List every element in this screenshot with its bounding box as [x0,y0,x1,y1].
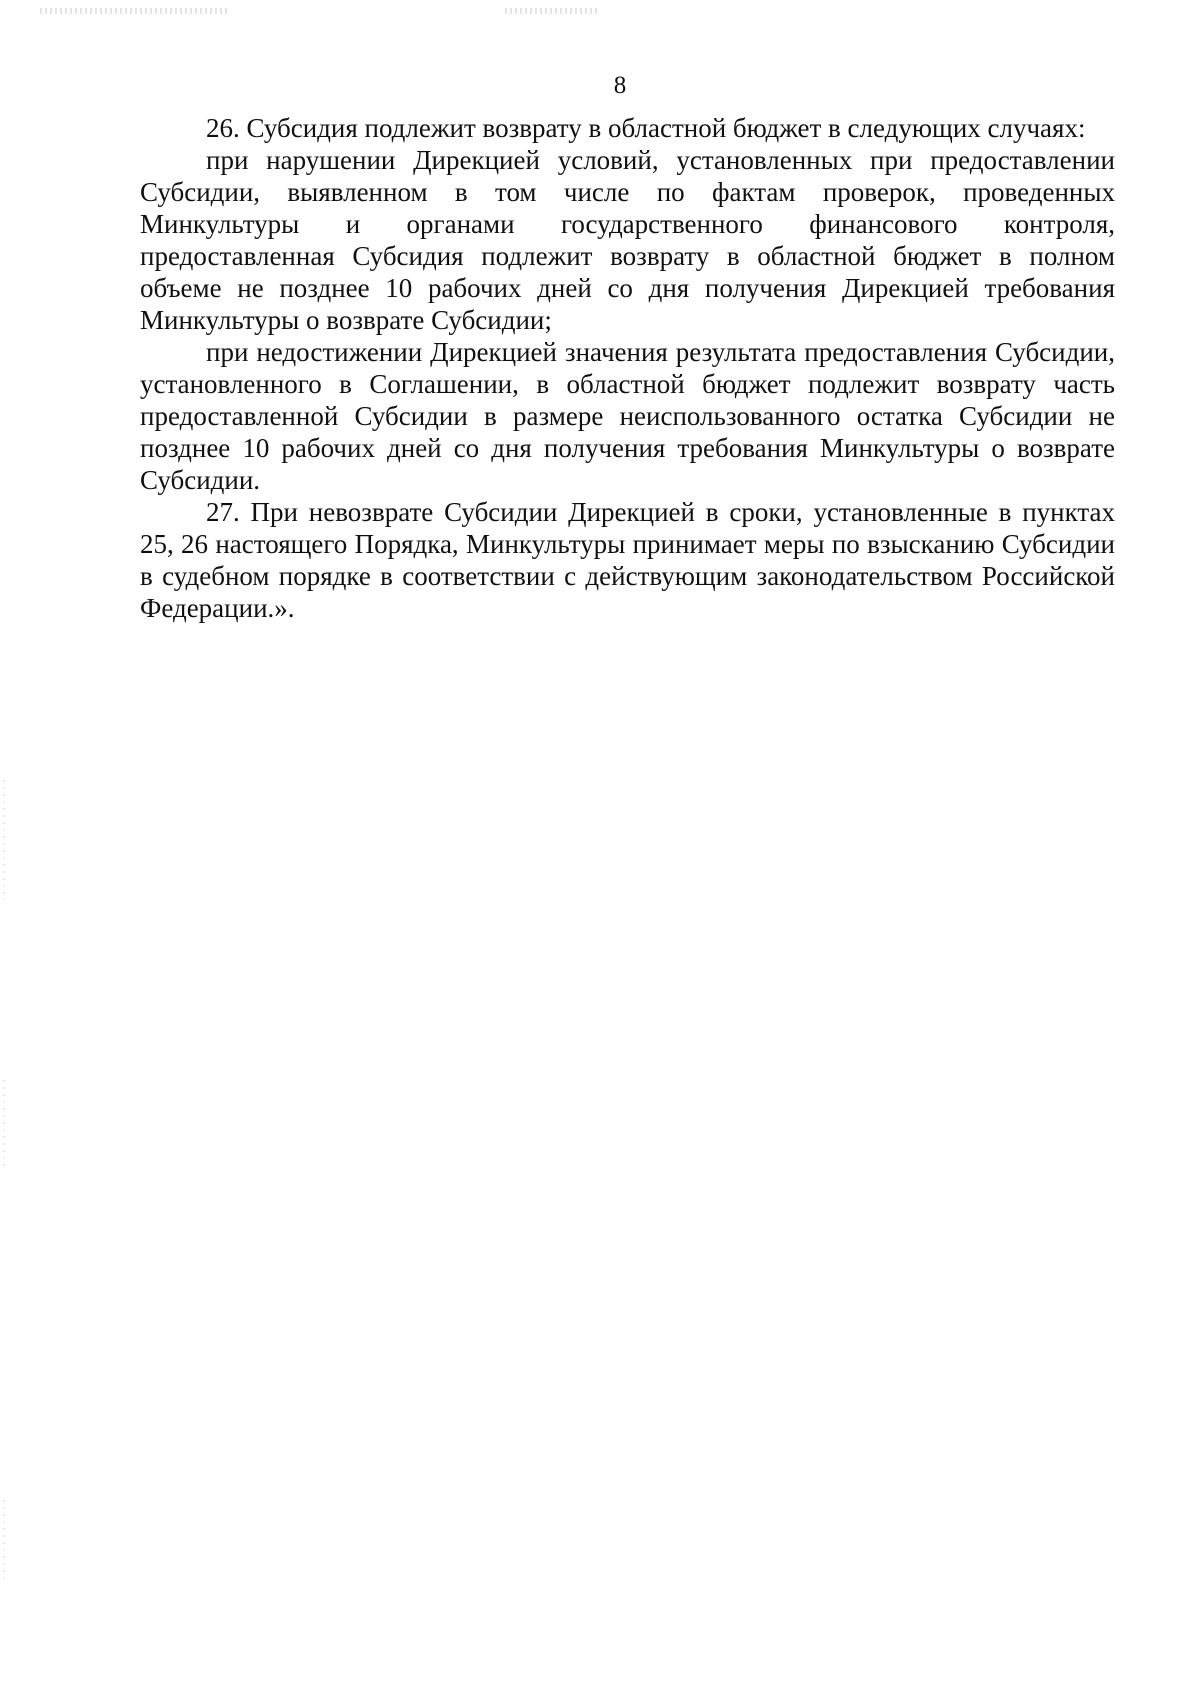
paragraph-26-case-violation: при нарушении Дирекцией условий, установленных при предоставлении Субсидии, выявленном в том числе по фактам проверок, проведенных Минкультуры и органами государственного финансового контроля, предоставленная Субсидия подлежит возврату в областной бюджет в полном объеме не позднее 10 рабочих дней со дня получения Дирекцией требования Минкультуры о возврате Субсидии; [140,145,1115,335]
scan-artifact-top-left [40,8,230,14]
scan-artifact-left-edge-lower [3,1080,5,1170]
document-body [140,112,1115,624]
paragraph-26: 26. Субсидия подлежит возврату в областной бюджет в следующих случаях: [206,113,1086,143]
page-number: 8 [613,72,627,99]
paragraph-27: 27. При невозврате Субсидии Дирекцией в сроки, установленные в пунктах 25, 26 настоящего Порядка, Минкультуры принимает меры по взысканию Субсидии в судебном порядке в соответствии с действующим законодательством Российской Федерации.». [140,497,1115,623]
scan-artifact-left-edge-bottom [3,1500,5,1580]
scan-artifact-left-edge [3,780,5,900]
paragraph-26-case-result-not-achieved: при недостижении Дирекцией значения результата предоставления Субсидии, установленного в Соглашении, в областной бюджет подлежит возврату часть предоставленной Субсидии в размере неиспользованного остатка Субсидии не позднее 10 рабочих дней со дня получения требования Минкультуры о возврате Субсидии. [140,337,1115,495]
scan-artifact-top-center [505,8,600,14]
